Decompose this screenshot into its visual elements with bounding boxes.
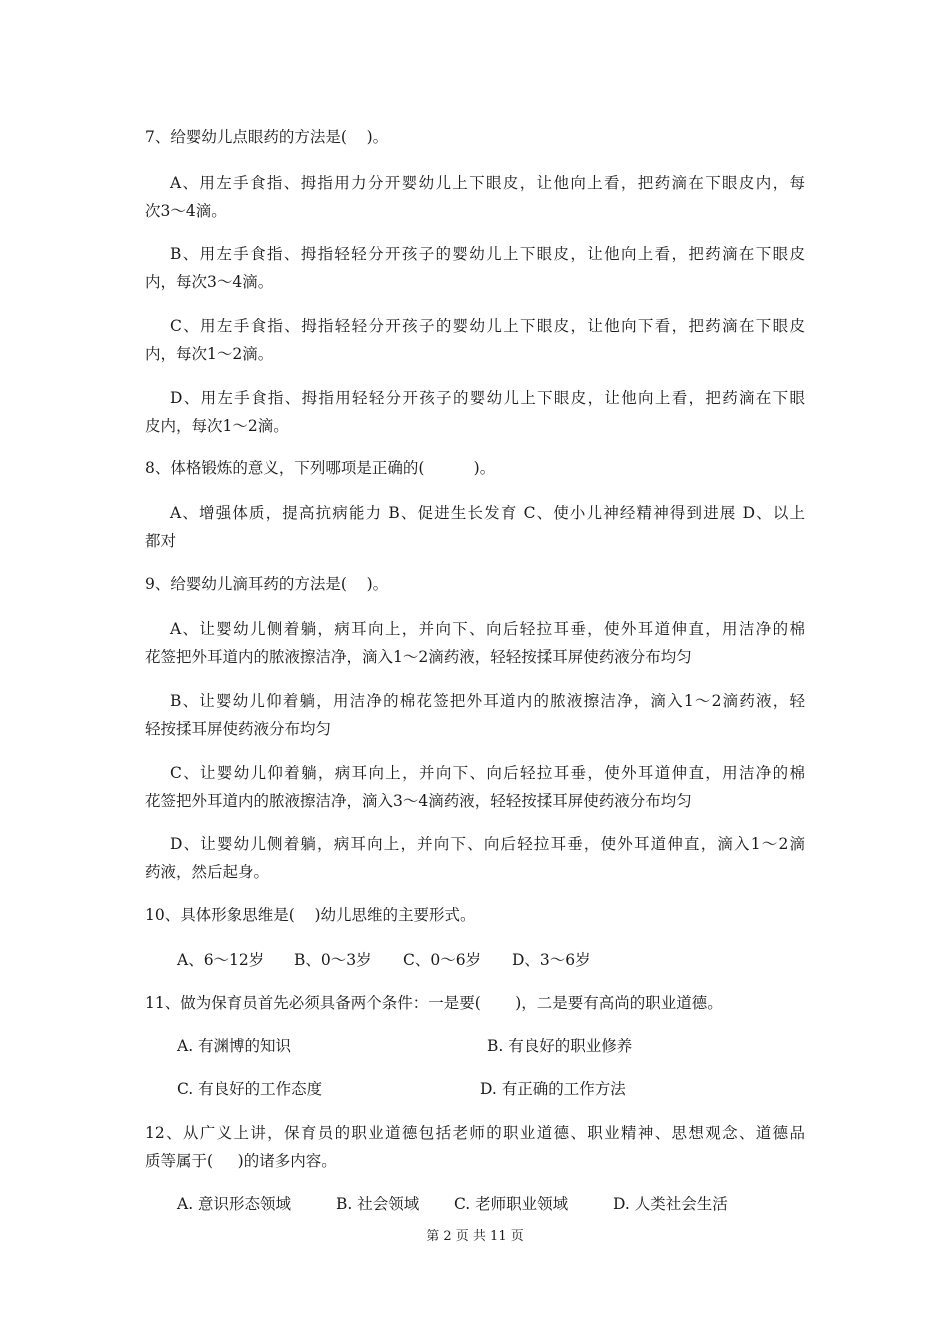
question-8-options-line1: A、增强体质，提高抗病能力 B、促进生长发育 C、使小儿神经精神得到进展 D、以上: [170, 504, 805, 522]
question-10-option-b: B、0～3岁: [294, 951, 372, 969]
question-11-option-b: B. 有良好的职业修养: [487, 1037, 633, 1055]
question-7-option-a-line2: 次3～4滴。: [145, 202, 227, 220]
question-9-option-a-line2: 花签把外耳道内的脓液擦洁净，滴入1～2滴药液，轻轻按揉耳屏使药液分布均匀: [145, 648, 692, 666]
question-9-option-c-line2: 花签把外耳道内的脓液擦洁净，滴入3～4滴药液，轻轻按揉耳屏使药液分布均匀: [145, 792, 692, 810]
question-9-option-b-line1: B、让婴幼儿仰着躺，用洁净的棉花签把外耳道内的脓液擦洁净，滴入1～2滴药液，轻: [170, 692, 805, 710]
question-9-option-a-line1: A、让婴幼儿侧着躺，病耳向上，并向下、向后轻拉耳垂，使外耳道伸直，用洁净的棉: [170, 620, 805, 638]
question-12-stem-line2: 质等属于( )的诸多内容。: [145, 1152, 337, 1170]
question-12-option-b: B. 社会领域: [336, 1195, 420, 1213]
question-7-option-b-line2: 内，每次3～4滴。: [145, 273, 274, 291]
question-7-option-d-line1: D、用左手食指、拇指用轻轻分开孩子的婴幼儿上下眼皮，让他向上看，把药滴在下眼: [170, 389, 805, 407]
question-11-option-a: A. 有渊博的知识: [177, 1037, 292, 1055]
question-12-option-a: A. 意识形态领域: [177, 1195, 292, 1213]
page-number-footer: 第 2 页 共 11 页: [426, 1229, 524, 1244]
question-10-stem: 10、具体形象思维是( )幼儿思维的主要形式。: [145, 906, 476, 924]
question-10-option-d: D、3～6岁: [512, 951, 591, 969]
question-11-option-d: D. 有正确的工作方法: [480, 1080, 626, 1098]
question-7-option-b-line1: B、用左手食指、拇指轻轻分开孩子的婴幼儿上下眼皮，让他向上看，把药滴在下眼皮: [170, 245, 805, 263]
question-9-option-d-line2: 药液，然后起身。: [145, 863, 270, 881]
question-7-option-d-line2: 皮内，每次1～2滴。: [145, 417, 289, 435]
question-8-options-line2: 都对: [145, 532, 177, 550]
question-11-stem: 11、做为保育员首先必须具备两个条件：一是要( )，二是要有高尚的职业道德。: [145, 994, 723, 1012]
question-12-stem-line1: 12、从广义上讲，保育员的职业道德包括老师的职业道德、职业精神、思想观念、道德品: [145, 1124, 805, 1142]
question-8-stem: 8、体格锻炼的意义，下列哪项是正确的( )。: [145, 459, 496, 477]
question-7-option-c-line2: 内，每次1～2滴。: [145, 345, 274, 363]
question-7-stem: 7、给婴幼儿点眼药的方法是( )。: [145, 128, 389, 146]
question-11-option-c: C. 有良好的工作态度: [177, 1080, 323, 1098]
question-12-option-c: C. 老师职业领域: [454, 1195, 569, 1213]
question-7-option-c-line1: C、用左手食指、拇指轻轻分开孩子的婴幼儿上下眼皮，让他向下看，把药滴在下眼皮: [170, 317, 805, 335]
question-9-option-b-line2: 轻按揉耳屏使药液分布均匀: [145, 720, 332, 738]
question-12-option-d: D. 人类社会生活: [613, 1195, 728, 1213]
question-9-option-c-line1: C、让婴幼儿仰着躺，病耳向上，并向下、向后轻拉耳垂，使外耳道伸直，用洁净的棉: [170, 764, 805, 782]
question-10-option-c: C、0～6岁: [403, 951, 482, 969]
question-9-stem: 9、给婴幼儿滴耳药的方法是( )。: [145, 575, 389, 593]
question-9-option-d-line1: D、让婴幼儿侧着躺，病耳向上，并向下、向后轻拉耳垂，使外耳道伸直，滴入1～2滴: [170, 835, 805, 853]
question-7-option-a-line1: A、用左手食指、拇指用力分开婴幼儿上下眼皮，让他向上看，把药滴在下眼皮内，每: [170, 174, 805, 192]
question-10-option-a: A、6～12岁: [177, 951, 265, 969]
